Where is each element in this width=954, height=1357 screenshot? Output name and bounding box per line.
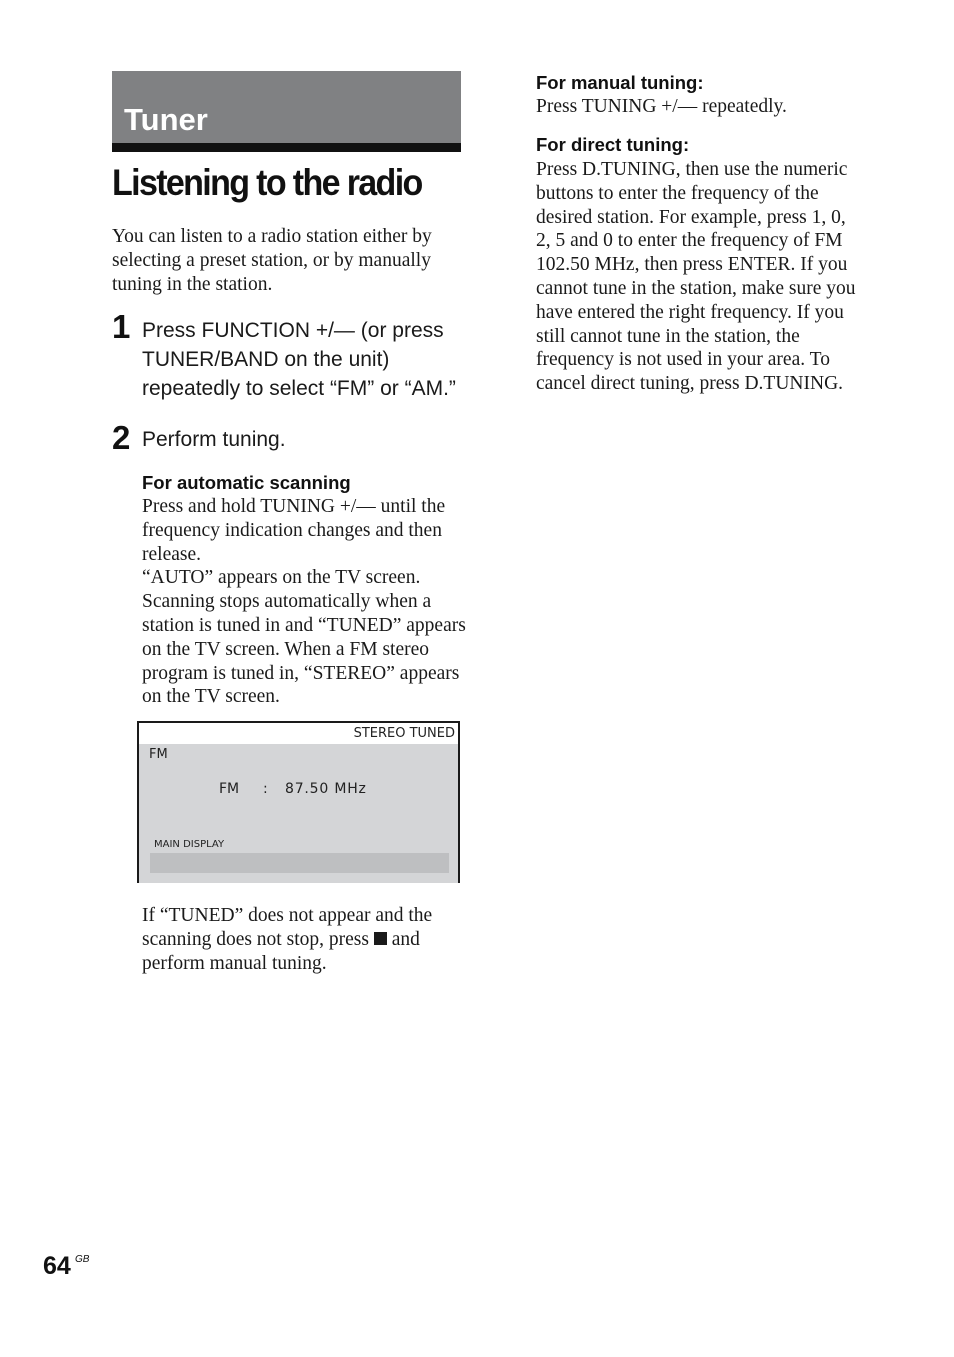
note-paragraph (142, 904, 467, 975)
screen-status-text: STEREO TUNED (353, 726, 455, 741)
automatic-scanning-heading: For automatic scanning (142, 472, 351, 493)
section-rule (112, 143, 461, 152)
intro-paragraph: You can listen to a radio station either by selecting a preset station, or by manually tuning in the station. (112, 226, 432, 295)
screen-band-label: FM (149, 747, 168, 762)
screen-main-display-bar (150, 853, 449, 873)
screen-frequency-band: FM (219, 781, 240, 797)
manual-tuning-heading: For manual tuning: (536, 72, 704, 93)
note-text-part2: and perform manual tuning. (142, 928, 420, 974)
step-2-text: Perform tuning. (142, 428, 286, 451)
section-title: Tuner (124, 102, 208, 137)
stop-square-icon (374, 932, 387, 945)
direct-tuning-text: Press D.TUNING, then use the numeric buttons to enter the frequency of the desired station. For example, press 1, 0, 2, 5 and 0 to enter the frequency of FM 102.50 MHz, then press ENTER. If you cannot tune in the station, make sure you have entered the right frequency. If you still cannot tune in the station, the frequency is not used in your area. To cancel direct tuning, press D.TUNING. (536, 159, 856, 395)
note-text-part1: If “TUNED” does not appear and the scanning does not stop, press (142, 905, 433, 950)
page-number: 64 (43, 1252, 71, 1280)
direct-tuning-heading: For direct tuning: (536, 134, 690, 155)
manual-tuning-text: Press TUNING +/— repeatedly. (536, 96, 787, 117)
screen-frequency-value: 87.50 MHz (285, 781, 367, 797)
screen-main-display-label: MAIN DISPLAY (154, 839, 225, 850)
screen-separator: : (263, 781, 268, 797)
step-1-number: 1 (112, 308, 131, 345)
screen-header (139, 723, 458, 744)
automatic-scanning-text: Press and hold TUNING +/— until the frequency indication changes and then release. “AUTO” appears on the TV screen. Scanning stops automatically when a station is tuned in and “TUNED” appears on the TV screen. When a FM stereo program is tuned in, “STEREO” appears on the TV screen. (142, 496, 466, 708)
tv-screen-illustration (137, 721, 460, 883)
page-number-suffix: GB (75, 1254, 90, 1265)
step-2-number: 2 (112, 419, 131, 456)
step-1-text: Press FUNCTION +/— (or press TUNER/BAND on the unit) repeatedly to select “FM” or “AM.” (142, 319, 456, 400)
page-title: Listening to the radio (112, 162, 422, 203)
